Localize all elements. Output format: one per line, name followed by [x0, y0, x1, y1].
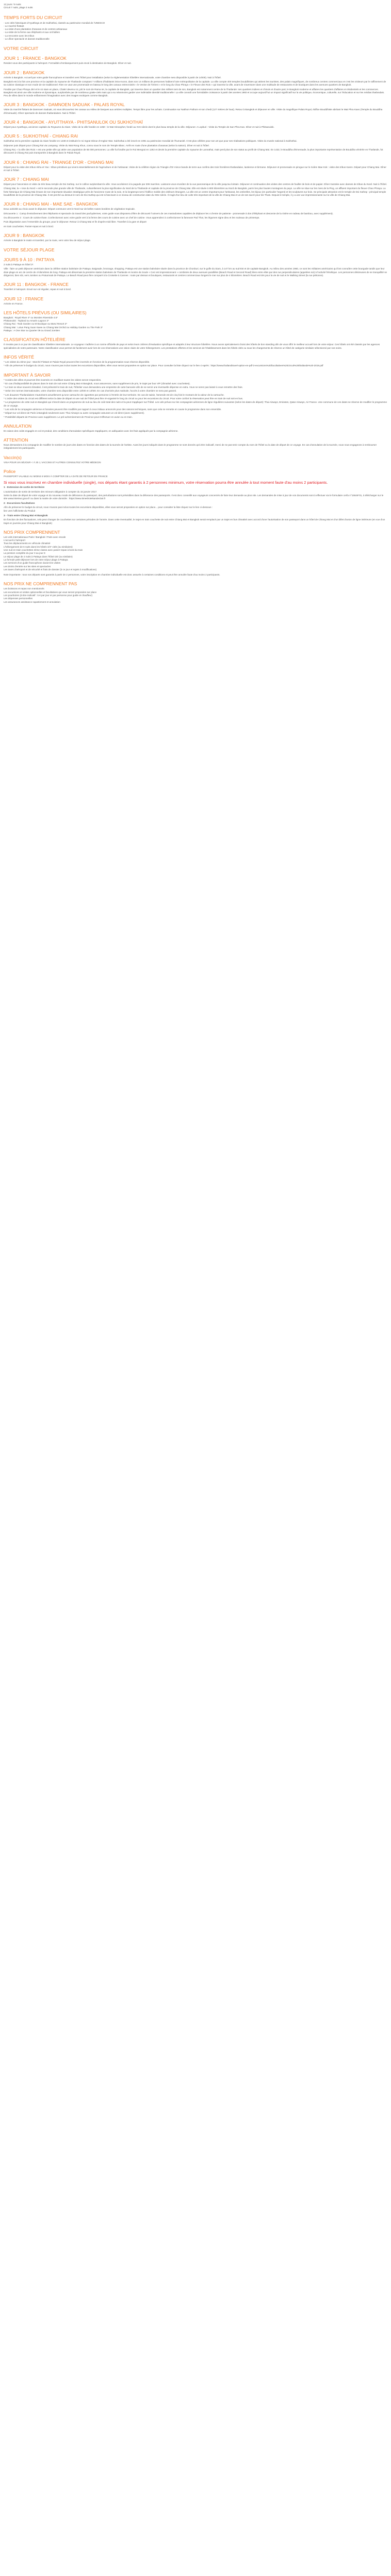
day-paragraph: Arrivée à Bangkok. Accueil par votre guide francophone et transfert vers l'hôtel pour installation (selon la réglementation hôtelière internationale, votre chambre sera disponible à partir de 14h00). Nuit à l'hôtel. [4, 76, 221, 79]
highlight-item: - La visite d'une plantation d'ananas et de centres artisanaux [4, 28, 68, 31]
day-block [4, 201, 387, 228]
important-section [4, 372, 387, 419]
paragraph: * En cas d'indisponibilité de places dans le train de nuit entre Chiang Mai et Bangkok, nous assurerons, sans supplément de prix, le trajet par bus VIP (climatisé avec couchettes). [4, 382, 190, 385]
condition-title: 3 - Train entre Chiang Mai et Bangkok [4, 514, 48, 517]
day-title: JOUR 5 : SUKHOTHAÏ - CHIANG RAI [4, 133, 78, 139]
hotels-section [4, 310, 387, 332]
day-paragraph: Arrivée à Bangkok le matin et transfert, par la route, vers votre lieu de séjour plage. [4, 239, 91, 242]
annulation-section [4, 423, 387, 433]
classification-text [4, 343, 387, 350]
document-page [0, 0, 391, 611]
day-paragraph: Transfert à l'aéroport. Envol sur vol régulier, repas et nuit à bord. [4, 288, 71, 291]
included-item: Les droits d'entrée sur les sites et spectacles [4, 565, 51, 568]
paragraph: * Les douanes Thaïlandaises n'autorisent actuellement qu'une cartouche de cigarettes par personne à l'entrée de leur territoire. En cas de saisie, l'amende est de cinq fois le montant de la valeur de la cartouche. [4, 393, 224, 396]
hotel-item: Phitsanulok : Topland ou Amarin Lagoon 3* [4, 319, 49, 323]
day-title: JOUR 7 : CHIANG MAI [4, 177, 49, 182]
condition-text: L'autorisation de sortie de territoire des mineurs obligatoire à compter du 15 janvier 2017. [4, 490, 97, 493]
hotels-title: LES HÔTELS PRÉVUS (OU SIMILAIRES) [4, 310, 87, 315]
day-block [4, 233, 387, 242]
trip-summary [4, 3, 387, 10]
prix-non-list [4, 587, 387, 603]
day-title: JOUR 2 : BANGKOK [4, 70, 45, 75]
highlight-item: - Le dîner spectacle et danses traditionnelle [4, 38, 50, 41]
day-paragraph: Départ pour la visite des tribus Akha et Yao : tribus primitives qui vivent essentiellement de l'agriculture et de l'artisanat. Visite de la célèbre région du Triangle d'Or mince bande de terre aux confins des trois frontières thaïlandaise, laotienne et birmane. Déjeuner et promenade en pirogue sur le rivière Mae Kok : visite des tribus Karen. Départ pour Chiang Mai. Dîner et nuit à l'hôtel. [4, 165, 386, 172]
highlight-item: - Le marché flottant [4, 24, 24, 27]
day-paragraph: Rendez-vous des participants à l'aéroport. Formalités d'embarquement puis envol à destination de Bangkok. Dîner et nuit. [4, 62, 132, 65]
duration-text: 12 jours / 9 nuits [4, 3, 21, 6]
included-item: La pension complète du jour 3 au jour 8 [4, 552, 45, 555]
day-block [4, 70, 387, 98]
day-title: JOUR 8 : CHIANG MAI - MAE SAE - BANGKOK [4, 201, 98, 207]
prix-list [4, 536, 387, 571]
day-paragraph: Chiang Rai, « la ville des Rois » est une petite ville qui attire une population de 65 000 personnes. La ville fut fondée par le Roi Mengrai en 1262 et devint la première capitale du royaume de Lannathai, mais perd plus de son statut au profit de Chiang Mai. En 1432, le Bouddha d'Emeraude, la plus importante représentation de Bouddha vénérée en Thaïlande, fut découvert à Chiang Rai puis transportée à Bangkok dans le Palais Royal. [4, 148, 383, 155]
included-item: La formule petit-déjeuner lors de votre séjour plage à Pattaya [4, 558, 68, 561]
day-paragraph: Départ pour l'ascension et visite du très beau temple de Doi Suthep, sur le colline surplombant la ville. Vous accéderez à la pagode par 306 marches. Laissons-vous envoûter de la vue panoramique de la ville jusqu'au lointain. Déjeuner et continuation des visites des centres de fouiller de bois et de papier. Dîner Kantoke avec danses de tribus du Nord. Nuit à l'hôtel. [4, 183, 387, 186]
paragraph: Nous demandons à la compagnie de modifier le nombre de jours des dates en fonction des dates de la tournée de l'artiste. Aussi les jours indiqués dans le programme ne sont donnés qu'à titre indicatif, merci de ne pas tenir compte du nom de l'hôtel ou la date de départ de ce voyage. En cas d'annulation de la tournée, nous nous engageons à rembourser intégralement les participants. [4, 444, 377, 450]
included-item: Une nuit en train couchettes 2ème classe avec panier-repas à bord du train [4, 549, 83, 552]
excluded-item: Les boissons et repas non mentionnés [4, 587, 44, 590]
paragraph: * Afin de préserver le budget du circuit, nous n'avons pas inclus toutes les excursions disponibles, elles vous seront proposées en option sur place. Pour consulter la liste cliquez sur le lien ci-après : https://www.thailandtravel-option-en-pdf-3-excursions%20facultatives%20circuit%20thailande%20-2019.pdf [4, 364, 323, 367]
paragraph: * Les vols de la compagnie aérienne et horaires peuvent être modifiés par rapport à ceux initiaux annoncés pour des raisons techniques, sans que cela ne remette en cause le programme dans son ensemble. [4, 408, 222, 411]
circuit-title: VOTRE CIRCUIT [4, 46, 39, 52]
day-paragraph: Bangkok est à la fois une province et la capitale du royaume de Thaïlande comptant 7 millions d'habitants intra-muros, dans son 14 millions de personnes habitent l'aire métropolitaine de la capitale. La ville compte 400 temples bouddhistes qui attirent les touristes, des palais magnifiques, de nombreux centres commerciaux et c'est les visiteurs par le raffinement de sa cuisine classique et son mode de vie traditionnel. Rien ne vaut une promenade en bateau le long des canaux entrecroisés « le Venise de l'Orient » et le long du Chao Phraya « le Fleuve des Rois » qui traverse la ville, avant de s'aventurer dans une multitude de restaurants et de boutiques dans les avenues quartiers de Bangkok. [4, 80, 386, 87]
sejour-days [4, 257, 387, 306]
condition-block [4, 515, 387, 525]
paragraph: * L'ordre des visites du circuit est différent selon la date de départ et une nuit de l'hôtel peut être ré-organisé le long du circuit ou pour les excursions du circuit. Pour votre confort la réservation peut être en train de nuit soit en bus. [4, 397, 243, 400]
paragraph: * Possibilité départs de Province avec supplément. Le pré-acheminement de Province peut s'effectuer en avion ou en train. [4, 415, 133, 418]
day-paragraph: Fondée par Chao Phraya Jkri et le roi siam en place, Chakri devenu roi, prit le nom de Rama Ier, la capitale de Bangkok, qui traverse dans un quartier des milliers tant de son, Bangkok est notamment centre de la Thaïlande: ses quartiers indiens et chinois et d'autre part, le Bangkok moderne et affaires les quartiers d'affaires et résidentiels et les commerces. Bangkok est ainsi une ville moderne et dynamique, surplombée par de nombreux gratte-ciels mais qui a su néanmoins garder une indéniable identité traditionnelle ! La ville connaît une formidable croissance à partir des années 1960 et occupe aujourd'hui un impact significatif sur la vie politique, économique, culturelle, sur l'éducation et sur les médias thaïlandais. Peu de villes dans le monde enflamment l'imagination avec des images exotiques comme Bangkok. [4, 88, 385, 97]
excluded-item: Les excursions et visites optionnelles et facultatives qui vous seront proposées sur place [4, 590, 97, 594]
day-paragraph: Sukhothai est la première capitale du Siam fondée en 1238 et instituée le roi Ingrat Inbrue d'Angkor Wat. Sukhothai a été inscrit en 1991 au patrimoine mondial de l'humanité. C'est plus célèbre pour son art que pour ses réalisations politiques. Visite du musée national à Sukhothai. [4, 140, 297, 143]
condition-text: Selon la date de départ de votre voyage et du nouveau mode de délivrance du passeport, des perturbations sont prévisibles dans la délivrance des passeports. Il est donc conseillé aux voyageurs concernés de faire leur demande au plus vite. Les demandes de mise à jour de vos documents sont à effectuer via le formulaire cerfa n°15646*01, à télécharger sur le site www.interieur.gouv.fr ou dans la mairie de votre domicile : https://www.timeshotelsandeclair.fr [4, 494, 384, 500]
condition-text: Afin de préserver le budget du circuit, nous n'avons pas inclus toutes les excursions disponibles, elles vous seront proposées en option sur place... pour consulter la liste cliquez sur le lien ci-dessous : [4, 506, 213, 509]
day-block [4, 120, 387, 129]
condition-text: lien vers l'affichette du Produit [4, 510, 36, 513]
infos-title: INFOS VÉRITÉ [4, 354, 35, 360]
vaccins-text [4, 461, 387, 464]
day-block [4, 102, 387, 115]
conditions-section [4, 486, 387, 525]
highlights-title: TEMPS FORTS DU CIRCUIT [4, 14, 62, 20]
paragraph: * Selon les normes internationales, votre chambre sera disponible entre 12h00 et 14h00. En cas d'arrivée plus matinale, l'accès à votre chambre ne sera pas garanti. [4, 389, 177, 393]
hotels-list [4, 316, 387, 332]
paragraph: * Les visites du 3ème jour : Marché Flottant et Palais Royal peuvent être inversés en fonction de la programmation sous réserve disponible. [4, 360, 150, 363]
paragraph: * Le train se situe souvent climatisé, il est présenté le train de nuit, l'hôtelier vous demandera une empreinte de carte bancaire afin de se servir une éventuelle dépense en extra. Vous ne serez pas laissé à vous remettre des frais. [4, 386, 243, 389]
condition-title: 2 - Excursions facultatives [4, 502, 35, 505]
circuit-section [4, 46, 387, 242]
day-paragraph: Ville : faire un petit déjeuner américain dans la célèbre station balnéaire de Pattaya. Baignade, bronzage, shopping. Pattaya est une station balnéaire située dans la province de Chonburi, sur le golfe du Siam, à 147 km au sud-Est et de capitale Bangkok. Au milieu des années 1960, ce sont les militaires américains qui font connaître cette bourgade tandis que leur dixie plage en arc de cercle de 4 kilomètres de long. Pattaya est désormais la première station balnéaire de Thaïlande et montre de Soule « Ceci est impressionnant » combinée de deux avenues parallèles (Beach Road et Second Road) liées entre elles par des rue perpendiculaires (appelées soi) à l'activité frénétique. Les personnes désireuses de se tranquillité se dirigeront, bien sûr, vers Jomtien ou Pratumnak de Pattaya. Le Beach Road peut être comparé à la Croisette à Cannes : route par dessus et boutiques, restaurants et centres commerciaux longent le mer sur plus de 4 kilomètres. Beach Road est très pour la vie de nuit et le Walking Street (la rue piétonne). [4, 267, 387, 277]
prix-non-section [4, 581, 387, 603]
day-block [4, 56, 387, 65]
day-paragraph: Arrivée en France. [4, 302, 23, 305]
day-block [4, 282, 387, 291]
infos-text [4, 361, 387, 368]
sejour-section [4, 247, 387, 306]
paragraph: Il n'existe pas à ce jour de classification hôtelière internationale. Le voyageur n'adhère à un norme officielle de pays et selon leurs critères d'évaluation spécifique et adaptés à leur structure hôtelière. Nous avons spécialement choisi des hôtels de bon standing afin de vous offrir le meilleur accueil lors de votre séjour. Ces hôtels ont été classés par les agences spécialisées de notre partenaire. Notre classification vous permet de facilement avoir lors de vos réservations une vision claire de votre hébergement. Les prestations offertes et les services de l'établissement dans les hôtels cités ou sous les chargements de réserve un hôtel de catégorie similaire sélectionné par nos soins. [4, 343, 380, 349]
included-item: Les vols internationaux Paris / Bangkok / Paris avec escale [4, 535, 66, 538]
prix-section [4, 530, 387, 577]
paragraph: * Le programme de cette nuit en Bangkok qui s'inscrit dans un programme de nuit au lieu de coût total des nuits et la peut s'appliquer sur l'hôtel. Les vols prévus sur les compagnies aériennes de ligne régulières suivantes (selon les dates de départ): Thai Airways, Emirates, Qatar Airways, Air France. Une commune de ces dates se réserve de modifier le programme de ce voyage. [4, 401, 387, 407]
day-paragraph: Puis dégustation avec l'ensemble du groupe, pour le déjeuner. Retour à Chiang Mai et fin d'après-midi libre. Transfert à la gare et départ [4, 221, 146, 224]
format-text: Circuit 7 nuits, plage 2 nuits [4, 6, 33, 9]
hotel-item: Chiang Mai : Lotus Pang Suan Kaew ou Chiang Mai Orchid ou Holiday Garden ou The Park 3* [4, 326, 103, 329]
single-room-warning: Si vous vous inscrivez en chambre individuelle (single), nos départs étant garantis à 2 personnes minimum, votre réservation pourra être annulée à tout moment faute d'au moins 2 participants. [4, 480, 328, 485]
paragraph: VISA POUR UN SÉJOUR < À 30 J, VACCINS ET AUTRES CONSULTEZ VOTRE MÉDECIN [4, 461, 101, 464]
day-paragraph: Déjeuner puis départ pour Chiang Rai via Lampang. Visite du Wat Rong Khun, connu sous le nom de Temple Blanc. Arrêt en route d'une plantation d'ananas (selon la saison). Dîner et nuit à l'hôtel. [4, 144, 209, 147]
classification-section [4, 337, 387, 350]
included-item: L'accueil à l'aéroport [4, 539, 25, 542]
infos-section [4, 354, 387, 368]
day-title: JOUR 4 : BANGKOK - AYUTTHAYA - PHITSANULOK OU SUKHOTHAÏ [4, 120, 143, 125]
circuit-days [4, 56, 387, 242]
highlights-section [4, 15, 387, 41]
day-title: JOUR 3 : BANGKOK - DAMNOEN SADUAK - PALAIS ROYAL [4, 102, 125, 108]
prix-title: NOS PRIX COMPRENNENT [4, 529, 60, 535]
day-paragraph: Visite du marché flottant de Damnoen Saduak, où vous découvrirez les canaux au milieu de barques aux articles multiples. Temps libre pour les achats. Continuation sur Nakhon Pathom et son chedi (127 mètres de haut). Retour à Bangkok et déjeuner en ville. Visite du magnifique Palais Royal, édifice Bouddhiste abritant le Wat Phra Kaeo (Temple du Bouddha d'émeraude). Dîner spectacle de danses thaïlandaises. Nuit à l'hôtel. [4, 108, 383, 114]
attention-section [4, 437, 387, 450]
day-title: JOURS 9 À 10 : PATTAYA [4, 257, 55, 263]
paragraph: En raison des coûts engagés en vol et produit, des conditions d'annulation spécifiques s'appliquent, en adéquation avec les frais appliqués par la compagnie aérienne. [4, 429, 178, 432]
day-title: JOUR 9 : BANGKOK [4, 232, 45, 238]
included-item: Les services d'un guide francophone durant les visites [4, 562, 61, 565]
paragraph: PASSEPORT VALABLE AU MOINS 6 MOIS À COMPTER DE LA DATE DE RETOUR EN FRANCE [4, 475, 108, 478]
day-paragraph: 2 nuits à Pattaya en hôtel 3*. [4, 263, 34, 266]
condition-title: 1 - Extension de sortie de territoire [4, 486, 45, 489]
condition-block [4, 486, 387, 500]
paragraph: * Cordes des villes et pourront être inversés en modifiant toutes les visites seront respectées. [4, 378, 102, 381]
police-text [4, 475, 387, 478]
day-paragraph: en train couchettes. Panier-repas et nuit à bord. [4, 225, 54, 228]
included-item: Tous les déplacements en véhicule climatisé [4, 542, 51, 545]
prix-note: Note importante : tous nos départs sont garantis à partir de 2 personnes, votre inscription en chambre individuelle est donc assurée à certaines conditions et peut être annulée faute d'au moins 2 participants. [4, 573, 220, 577]
day-block [4, 133, 387, 155]
day-block [4, 160, 387, 173]
highlight-item: - Les cités historiques d'Ayutthaya et de Sukhothai, classés au patrimoine mondial de l'UNESCO [4, 21, 105, 24]
excluded-item: Les assurances assistance rapatriement et annulation [4, 600, 60, 603]
vaccins-title: Vaccin(s) [4, 454, 22, 460]
sejour-title: VOTRE SÉJOUR PLAGE [4, 247, 55, 253]
police-section [4, 469, 387, 478]
important-title: IMPORTANT À SAVOIR [4, 372, 51, 378]
day-block [4, 257, 387, 277]
day-paragraph: Découverte 1 : Camp d'entraînement des éléphants et spectacle du travail des pachydermes, votre guide vous disposera d'être de découvrir l'univers de ces mastodontes capables de déplacer les 4 d'entre de patiente - promenade à dos d'éléphant et descente de la rivière en radeau de bambou, avec supplément). [4, 212, 333, 215]
highlight-item: - La visite de la ferme aux éléphants et aux orchidées [4, 31, 60, 34]
attention-text [4, 444, 387, 450]
hotel-item: Bangkok : Royal River 4* ou Montien Riverside 4.5* [4, 316, 58, 319]
included-item: L'hébergement de 6 nuits dans les hôtels 3/4* cités (ou similaires) [4, 545, 73, 548]
police-title: Police [4, 469, 16, 474]
prix-non-title: NOS PRIX NE COMPRENNENT PAS [4, 581, 77, 587]
hotel-item: Chiang Rai : Teak Garden ou M Boutique ou Marvi Resort 3* [4, 323, 67, 326]
condition-block [4, 502, 387, 513]
excluded-item: Les pourboires (à titre indicatif : 5 € par jour et par personne pour guide et chauffeur) [4, 594, 93, 597]
attention-title: ATTENTION [4, 437, 28, 443]
excluded-item: Les dépenses personnelles [4, 597, 32, 600]
hotel-item: Pattaya : A One Star ou Quarter 09 ou Grand Jomtien [4, 329, 60, 332]
classification-title: CLASSIFICATION HÔTELIÈRE [4, 337, 66, 343]
highlight-item: - La rencontre avec les tribus [4, 34, 35, 37]
highlights-list [4, 22, 387, 41]
condition-text: En fonction de des fluctuations, cela peut changer de couchettes sur certaines périodes de l'année. Dans cette éventualité, le trajet en train couchette de nuit entre Chiang Mai et Bangkok serait remplacé par un trajet en bus climatisé avec accord d'une l'autorisation de son passeport dans un hôtel de Chiang Mai et d'un billet d'avion de ligne intérieure (en vue d'un trajet en journée pour Chiang Mai et Bangkok) [4, 518, 385, 524]
day-title: JOUR 1 : FRANCE - BANGKOK [4, 56, 67, 61]
day-paragraph: Ou découverte 2 : Cours de cuisine thaïe. Confectionnez avec votre guide vert à la ferme des cours de cuisine avec un chef de cuisine. Vous apprendrez à confectionner la fameuse Pad Thaï, les légumes signe dieu et les rouleaux de printemps. [4, 216, 260, 219]
day-title: JOUR 11 : BANGKOK - FRANCE [4, 282, 69, 287]
included-item: Le séjour plage de 2 nuits à Pattaya dans l'hôtel cité (ou similaire) [4, 555, 73, 558]
annulation-title: ANNULATION [4, 423, 32, 429]
day-paragraph: Départ pour Ayutthaya, ancienne capitale du Royaume du Siam. Visite de la ville fondée en 1350 : le Wat Sriranphet, fondé au XVe siècle dont le plus beau temple de la ville. Déjeuner. A Lopburi : Visite du Temple de San Phra Kan. Dîner et nuit à Phitsanulok. [4, 126, 274, 129]
day-block [4, 177, 387, 197]
included-item: Les taxes d'aéroport et de sécurité et frais de dossier (à ce jour et sujets à modifications) [4, 568, 97, 571]
day-title: JOUR 6 : CHIANG RAI - TRIANGE D'OR - CHIANG MAI [4, 159, 114, 165]
day-title: JOUR 12 : FRANCE [4, 296, 43, 301]
vaccins-section [4, 455, 387, 464]
day-block [4, 296, 387, 306]
day-paragraph: Chiang Mai, la « rose du Nord » est le seconde plus grande ville de Thaïlande, culturellement la plus significative du Nord de la Thaïlande et capitale de la province de Chiang Mai. Elle est située à 800 kilomètres au Nord de Bangkok, parmi les plus hautes montagnes du pays. La ville se situe sur les rives de la Ping, un affluent important du fleuve Chao Phraya. La forte historique de Chiang Mai émane de son importante situation stratégique près de l'ancienne route de la soie, et la longtemps servi l'édifice mobile des citéleurs étrangers. La ville est un centre important pour l'artisanat, les ombrelles, les bijoux (en particulier l'argent) et les sculptures sur bois. Se principale attraction est le temple de Doi Suthep : principal temple bouddhiste de la province de Chiang Mai. Il est perché au dessus le nom de Doi Suthep qui est si fascinant à ce niveau de construction date du XIIIe siècle. Il s'agit d'un lieu de culte très important de la ville de Chiang Mai et un de ses sacré pour les Thaïs. Depuis le temple, il y a une vue impressionnante sur la ville de Chiang Mai. [4, 187, 386, 197]
paragraph: * Départ sur vol direct de Paris à Bangkok seulement avec Thai Airways ou autre compagnie assurant un vol direct (avec supplément). [4, 412, 145, 415]
day-paragraph: Deux activités au choix avant le déjeuner. Départ commune vers le Nord sur de belles routes bordées de végétation tropicale. [4, 208, 136, 211]
annulation-text [4, 430, 387, 433]
important-text [4, 379, 387, 419]
